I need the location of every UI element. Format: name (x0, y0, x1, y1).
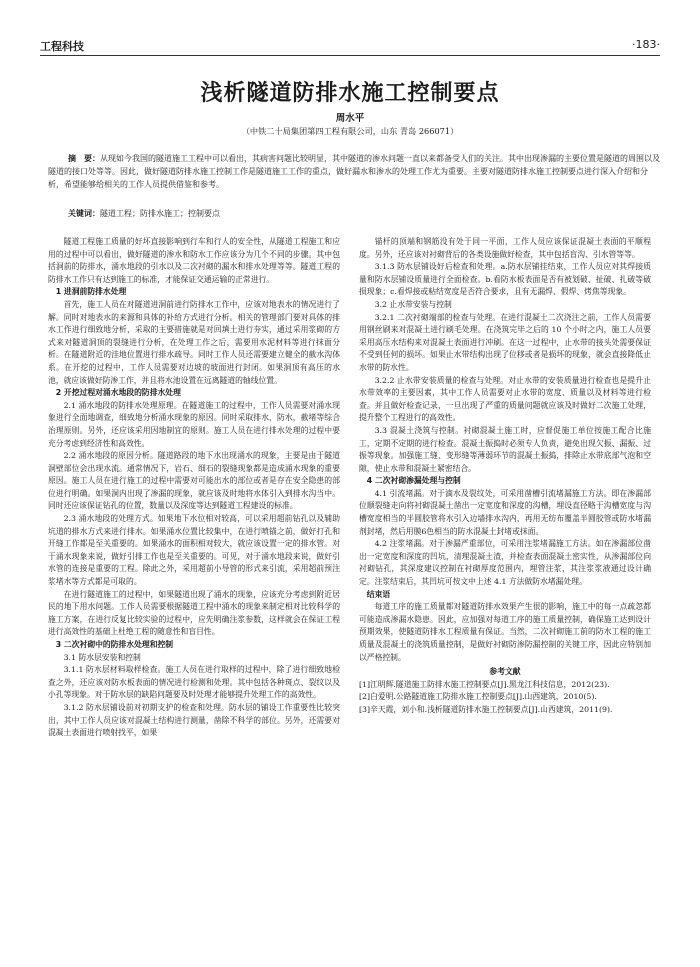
body-paragraph: 锚杆的顶端和钢筋没有处于同一平面，工作人员应该保证混凝土表面的平顺程度。另外，还应该对衬砌背后的各类设施做好检查，其中包括盲沟、引水管等等。 (359, 237, 651, 259)
body-paragraph: 2.1 涌水地段的防排水处理原理。在隧道施工的过程中，工作人员需要对涌水现象进行全面地调查，细致地分析涌水现象的原因。同时采取排水，防水，截堵等综合治理原则。另外，还应该采用因地制宜的原则。施工人员在进行排水处理的过程中要充分考虑到经济性和高效性。 (48, 400, 340, 448)
body-paragraph: 3.1.3 防水层铺设好后检查和处理。a.防水层铺挂结束，工作人员应对其焊接质量和防水层铺设质量进行全面检查。b.看防水板表面是否有被划破、扯破、扎破等破损现象；c.看焊接或粘结宽度是否符合要求，且有无漏焊、假焊、烤焦等现象。 (359, 262, 651, 297)
keywords-text: 隧道工程；防排水施工；控制要点 (100, 209, 220, 218)
body-paragraph: 3.1.2 防水层铺设前对初期支护的检查和处理。防水层的铺设工作重要性比较突出，其中工作人员应该对混凝土结构进行测量，凿除不科学的部位。另外，还需要对混凝土表面进行喷射找平，如果 (48, 702, 340, 738)
left-column (48, 236, 340, 740)
body-paragraph: 在进行隧道施工的过程中，如果隧道出现了涌水的现象，应该充分考虑到附近居民的地下用水问题。工作人员需要根据隧道工程中涌水的现象来制定相对比较科学的施工方案，在进行反复比较实验的过程中，应先明确注浆参数，这样就会在保证工程进行高效性的基础上杜绝工程的随意性和盲目性。 (48, 589, 340, 637)
paper-title: 浅析隧道防排水施工控制要点 (200, 81, 500, 106)
reference-list (359, 679, 651, 717)
author-name: 周水平 (335, 113, 365, 124)
body-paragraph: 4.1 引流堵漏。对于滴水及裂纹处，可采用凿槽引流堵漏施工方法。即在渗漏部位顺裂缝走向将衬砌混凝土凿出一定宽度和深度的沟槽，埋设直径略于沟槽宽度与沟槽宽度相当的半圆胶管将水引入边墙排水沟内，再用无纺布覆盖半圆胶管或防水堵漏剂封堵，然后用膜6色相当的防水混凝土封堵或抹面。 (359, 488, 651, 536)
section-heading: 2 开挖过程对涌水地段的防排水处理 (55, 388, 181, 398)
abstract-text: 从现如今我国的隧道施工工程中可以看出，其病害问题比较明显，其中隧道的渗水问题一直以来都备受人们的关注。其中出现渗漏的主要位置是隧道的周围以及隧道的接口处等等。因此，做好隧道防排水施工控制工作是隧道施工工作的重点，做好漏水和渗水的处理工作尤为重要。主要对隧道防排水施工控制要点进行深入介绍和分析，希望能够给相关的工作人员提供借鉴和参考。 (48, 154, 660, 189)
right-column (359, 236, 651, 717)
body-paragraph: 3.1 防水层安装和控制 (63, 652, 141, 662)
reference-item: [3]辛天霞，刘小和.浅析隧道防排水施工控制要点[J].山西建筑，2011(9). (359, 704, 613, 714)
body-paragraph: 4.2 注浆堵漏。对于渗漏严重部位，可采用注浆堵漏施工方法。如在渗漏部位凿出一定宽度和深度的凹坑，清理混凝土渣，并检查表面混凝土密实性，从渗漏部位向衬砌钻孔，其深度建议控制在衬砌厚度范围内，埋管注浆，其注浆浆液通过设计确定。注浆结束后，其凹坑可按文中上述 4.1 方法做防水堵漏处理。 (359, 539, 651, 587)
abstract-label: 摘 要： (68, 154, 100, 163)
body-paragraph: 每道工序的施工质量都对隧道防排水效果产生很的影响，施工中的每一点疏忽都可能造成渗漏水隐患。因此，应加强对每道工序的施工质量控制，确保施工达到设计预期效果，使隧道防排水工程质量有保证。当然，二次衬砌施工前的防水工程的施工质量及混凝土的浇筑质量控制，是做好衬砌防渗防漏控制的关键工序，因此应特别加以严格控制。 (359, 602, 651, 662)
body-paragraph: 3.2.2 止水带安装质量的检查与处理。对止水带的安装质量进行检查也是提升止水带效率的主要因素，其中工作人员需要对止水带的宽度、质量以及材料等进行检查。并且做好检查记录，一旦出现了严重的质量问题就应该及时做好二次施工处理，提升整个工程进行的高效性。 (359, 375, 651, 423)
reference-item: [2]白爱明.公路隧道施工防排水施工控制要点[J].山西建筑，2010(5). (359, 692, 597, 702)
section-heading: 结束语 (366, 589, 391, 599)
section-heading: 1 进洞前防排水处理 (55, 287, 127, 297)
body-paragraph: 3.2 止水带安装与控制 (374, 299, 452, 309)
right-column-body (359, 236, 651, 664)
running-header (40, 38, 660, 54)
abstract (48, 152, 660, 191)
header-rule (40, 55, 660, 56)
body-paragraph: 首先，施工人员在对隧道进洞前进行防排水工作中，应该对地表水的情况进行了解。同时对地表水的来源和具体的补给方式进行分析。相关的管理部门要对具体的排水工作进行细致地分析，采取的主要措施就是对回填土进行夯实，通过采用浆砌的方式来对隧道洞顶的裂缝进行分析，在处理工作之后，需要用水泥材料等进行抹面分析。在隧道附近的洼地位置进行排水疏导。同时工作人员还需要建立健全的截水沟体系。在开挖的过程中，工作人员需要对边坡的坡面进行封闭。如果洞顶有高压的水池，就应该做好防渗工作，并且将水池设置在远离隧道的轴线位置。 (48, 299, 340, 385)
keywords (48, 207, 660, 220)
section-heading: 4 二次衬砌渗漏处理与控制 (366, 476, 461, 486)
body-paragraph: 隧道工程施工质量的好坏直接影响到行车和行人的安全性，从隧道工程施工和应用的过程中可以看出，做好隧道的渗水和防水工作应该分为几个不同的步骤。其中包括洞前的防排水，涌水地段的引水以及二次衬砌的漏水和排水处理等等。隧道工程的防排水工作只有达到施工的标准，才能保证交通运输的正常进行。 (48, 237, 340, 284)
reference-item: [1]江明辉.隧道施工防排水施工控制要点[J].黑龙江科技信息，2012(23). (359, 679, 610, 689)
page-number: ·183· (632, 38, 660, 51)
body-paragraph: 2.2 涌水地段的原因分析。隧道路段的地下水出现涌水的现象，主要是由于隧道洞壁部位会出现水流。通常情况下，岩石、细石的裂缝现象都是造成涌水现象的重要原因。施工人员在进行施工的过程中需要对可能出水的部位或者是存在安全隐患的部位进行明确。如果洞内出现了渗漏的现象，就应该及时地将水体引入到排水沟当中。同时还应该保证钻孔的位置，数量以及深度等达到隧道工程建设的标准。 (48, 451, 340, 511)
references-heading: 参考文献 (489, 667, 521, 677)
body-paragraph: 2.3 涌水地段的处理方式。如果地下水位相对较高，可以采用超前钻孔以及辅助坑道的排水方式来进行排水。如果涌水位置比较集中，在进行喷锚之前，做好打孔和开缝工作都是至关重要的。如果涌水的面积相对较大，就应该设置一定的排水管。对于涌水现象来说，做好引排工作也是至关重要的。可见，对于涌水地段来说，做好引水管的连接是重要的工程。除此之外，采用超前小导管的形式来引流，采用超前预注浆堵水等方式都是可取的。 (48, 514, 340, 587)
section-heading: 3 二次衬砌中的防排水处理和控制 (55, 640, 174, 649)
body-paragraph: 3.3 混凝土浇筑与控制。衬砌混凝土施工时，应督促施工单位按施工配合比施工，定期不定期的进行检查。混凝土振捣时必须专人负责，避免出现欠振、漏振、过振等现象。加强施工缝、变形缝等薄弱环节的混凝土振捣，排除止水带底部气泡和空隙，使止水带和混凝土紧密结合。 (359, 425, 651, 473)
affiliation: （中铁二十局集团第四工程有限公司，山东 青岛 266071） (241, 126, 459, 136)
body-paragraph: 3.2.1 二次衬砌端部的检查与处理。在进行混凝土二次浇注之前，工作人员需要用钢丝刷来对混凝土进行刷毛处理。在浇筑完毕之后的 10 个小时之内，施工人员要采用高压水结构来对混凝土表面进行冲刷。在这一过程中，止水带的接头处需要保证不受到任何的损坏。如果止水带结构出现了位移或者是损坏的现象，就会直接降低止水带的防水性。 (359, 312, 651, 372)
journal-section: 工程科技 (40, 40, 84, 53)
body-paragraph: 3.1.1 防水层材料取样检查。施工人员在进行取样的过程中，除了进行细致地检查之外，还应该对防水板表面的情况进行检测和处理。其中包括各种斑点、裂纹以及小孔等现象。对于防水层的缺陷问题要及时处理才能够提升处理工作的高效性。 (48, 665, 340, 700)
keywords-label: 关键词： (68, 209, 100, 218)
